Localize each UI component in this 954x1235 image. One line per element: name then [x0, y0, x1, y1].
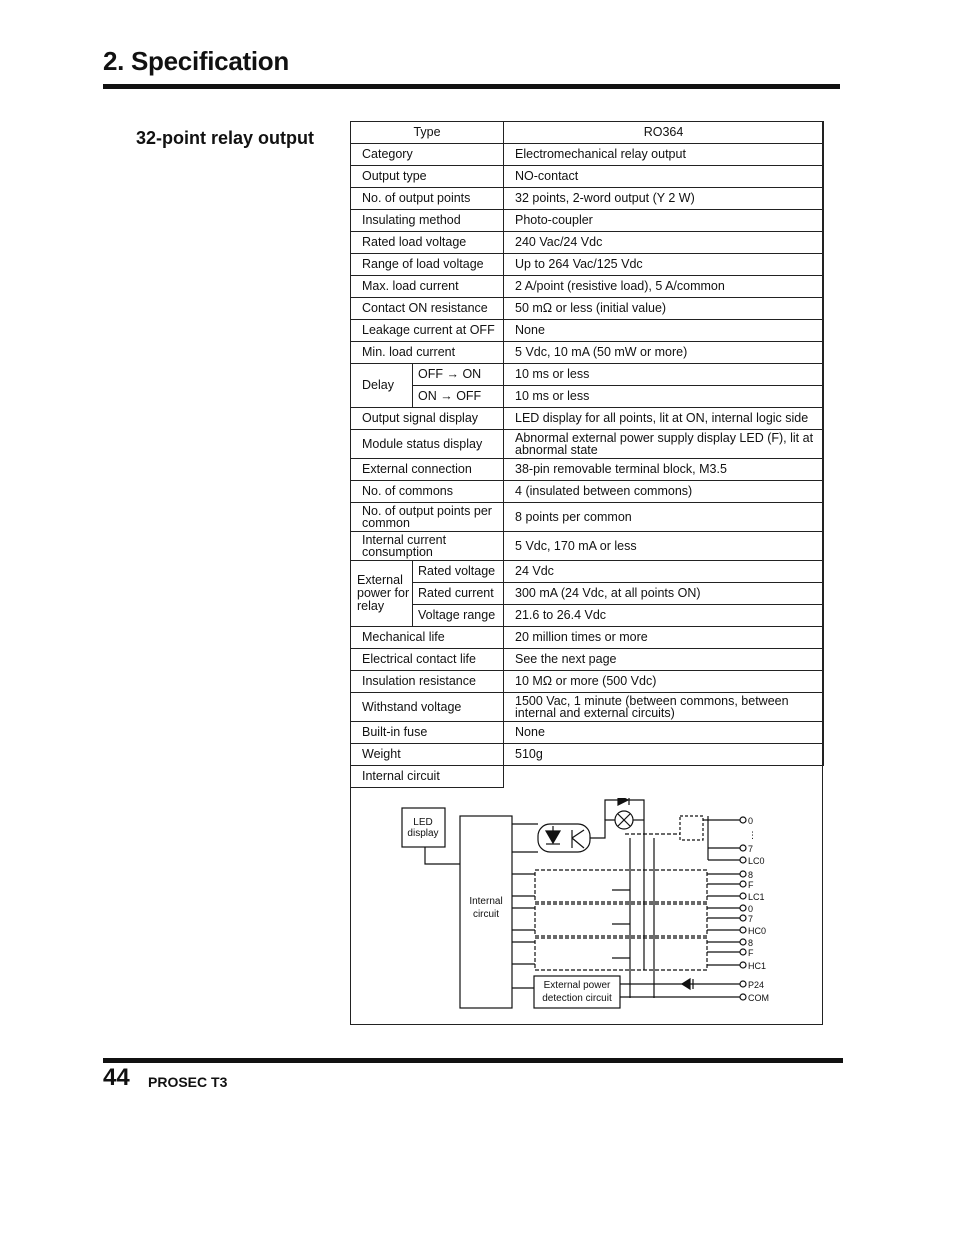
row-value: None — [504, 320, 824, 342]
row-label: Electrical contact life — [351, 649, 504, 671]
table-row — [351, 254, 824, 276]
table-row — [351, 627, 824, 649]
row-label: Rated load voltage — [351, 232, 504, 254]
row-value: 21.6 to 26.4 Vdc — [504, 605, 824, 627]
row-label: No. of commons — [351, 481, 504, 503]
terminal-label: 7 — [748, 844, 754, 854]
title-rule — [103, 84, 840, 89]
row-value: 32 points, 2-word output (Y 2 W) — [504, 188, 824, 210]
table-row — [351, 320, 824, 342]
row-label: Output signal display — [351, 408, 504, 430]
table-row — [351, 166, 824, 188]
row-value: 8 points per common — [504, 503, 824, 532]
row-sublabel: ON → OFF — [413, 386, 504, 408]
row-value: 300 mA (24 Vdc, at all points ON) — [504, 583, 824, 605]
row-value: Photo-coupler — [504, 210, 824, 232]
row-label: Leakage current at OFF — [351, 320, 504, 342]
terminal-label: 8 — [748, 938, 754, 948]
table-row — [351, 583, 824, 605]
table-row — [351, 364, 824, 386]
table-row — [351, 430, 824, 459]
internal-circuit-diagram — [350, 798, 823, 1024]
row-value: 510g — [504, 744, 824, 766]
table-row — [351, 276, 824, 298]
row-value-empty — [504, 766, 824, 788]
product-name: PROSEC T3 — [148, 1074, 228, 1090]
page-title: 2. Specification — [103, 46, 289, 76]
row-value: 240 Vac/24 Vdc — [504, 232, 824, 254]
row-label: No. of output points per common — [351, 503, 504, 532]
table-row — [351, 188, 824, 210]
ext-power-detection-label: External power detection circuit — [542, 980, 612, 1004]
table-row — [351, 744, 824, 766]
row-group-label: Delay — [351, 364, 413, 408]
terminal-label: COM — [748, 993, 769, 1003]
row-value: 10 ms or less — [504, 386, 824, 408]
section-heading: 32-point relay output — [136, 128, 315, 148]
terminal-label: F — [748, 880, 754, 890]
row-label: Module status display — [351, 430, 504, 459]
table-row — [351, 386, 824, 408]
row-value: 20 million times or more — [504, 627, 824, 649]
row-value: Abnormal external power supply display LED (F), lit at abnormal state — [504, 430, 824, 459]
table-row — [351, 561, 824, 583]
photocoupler-icon — [538, 824, 590, 852]
table-row — [351, 693, 824, 722]
row-sublabel: Rated voltage — [413, 561, 504, 583]
table-row — [351, 144, 824, 166]
table-row — [351, 532, 824, 561]
row-value: LED display for all points, lit at ON, internal logic side — [504, 408, 824, 430]
row-value: See the next page — [504, 649, 824, 671]
row-label: Max. load current — [351, 276, 504, 298]
table-row — [351, 671, 824, 693]
row-label: Internal current consumption — [351, 532, 504, 561]
row-value: 10 MΩ or more (500 Vdc) — [504, 671, 824, 693]
terminal-label: LC1 — [748, 892, 765, 902]
row-value: 1500 Vac, 1 minute (between commons, between internal and external circuits) — [504, 693, 824, 722]
page-number: 44 — [103, 1064, 130, 1091]
row-label: Range of load voltage — [351, 254, 504, 276]
footer-rule — [103, 1058, 843, 1063]
table-row — [351, 649, 824, 671]
terminal-label: F — [748, 948, 754, 958]
terminal-label: P24 — [748, 980, 765, 990]
row-label: Withstand voltage — [351, 693, 504, 722]
row-value: 5 Vdc, 10 mA (50 mW or more) — [504, 342, 824, 364]
terminal-label: LC0 — [748, 856, 765, 866]
row-value: 10 ms or less — [504, 364, 824, 386]
row-label: Weight — [351, 744, 504, 766]
header-type: Type — [351, 122, 504, 144]
row-label: Category — [351, 144, 504, 166]
row-sublabel: OFF → ON — [413, 364, 504, 386]
row-label: Internal circuit — [351, 766, 504, 788]
table-row — [351, 459, 824, 481]
spec-table — [350, 121, 824, 788]
row-value: 38-pin removable terminal block, M3.5 — [504, 459, 824, 481]
table-row — [351, 605, 824, 627]
table-row — [351, 722, 824, 744]
terminal-label: 7 — [748, 914, 754, 924]
terminal-label: 0 — [748, 816, 754, 826]
row-label: Output type — [351, 166, 504, 188]
table-row — [351, 503, 824, 532]
row-group-label: External power for relay — [351, 561, 413, 627]
table-header-row — [351, 122, 824, 144]
row-value: 2 A/point (resistive load), 5 A/common — [504, 276, 824, 298]
led-display-label: LED display — [407, 817, 439, 839]
row-label: Insulation resistance — [351, 671, 504, 693]
row-label: No. of output points — [351, 188, 504, 210]
row-label: Min. load current — [351, 342, 504, 364]
table-row — [351, 232, 824, 254]
header-model: RO364 — [504, 122, 824, 144]
terminal-label: ⋮ — [748, 830, 757, 840]
row-label: Mechanical life — [351, 627, 504, 649]
table-row — [351, 342, 824, 364]
row-value: NO-contact — [504, 166, 824, 188]
terminal-label: HC0 — [748, 926, 767, 936]
row-value: 4 (insulated between commons) — [504, 481, 824, 503]
row-value: 5 Vdc, 170 mA or less — [504, 532, 824, 561]
terminal-label: 8 — [748, 870, 754, 880]
row-sublabel: Voltage range — [413, 605, 504, 627]
row-value: None — [504, 722, 824, 744]
table-row — [351, 210, 824, 232]
terminal-label: 0 — [748, 904, 754, 914]
terminal-label: HC1 — [748, 961, 767, 971]
table-row — [351, 766, 824, 788]
row-value: Up to 264 Vac/125 Vdc — [504, 254, 824, 276]
table-row — [351, 481, 824, 503]
row-sublabel: Rated current — [413, 583, 504, 605]
row-value: 24 Vdc — [504, 561, 824, 583]
row-label: External connection — [351, 459, 504, 481]
table-row — [351, 298, 824, 320]
table-row — [351, 408, 824, 430]
internal-circuit-label: Internal circuit — [469, 896, 503, 920]
row-label: Insulating method — [351, 210, 504, 232]
row-value: Electromechanical relay output — [504, 144, 824, 166]
row-label: Contact ON resistance — [351, 298, 504, 320]
row-label: Built-in fuse — [351, 722, 504, 744]
row-value: 50 mΩ or less (initial value) — [504, 298, 824, 320]
